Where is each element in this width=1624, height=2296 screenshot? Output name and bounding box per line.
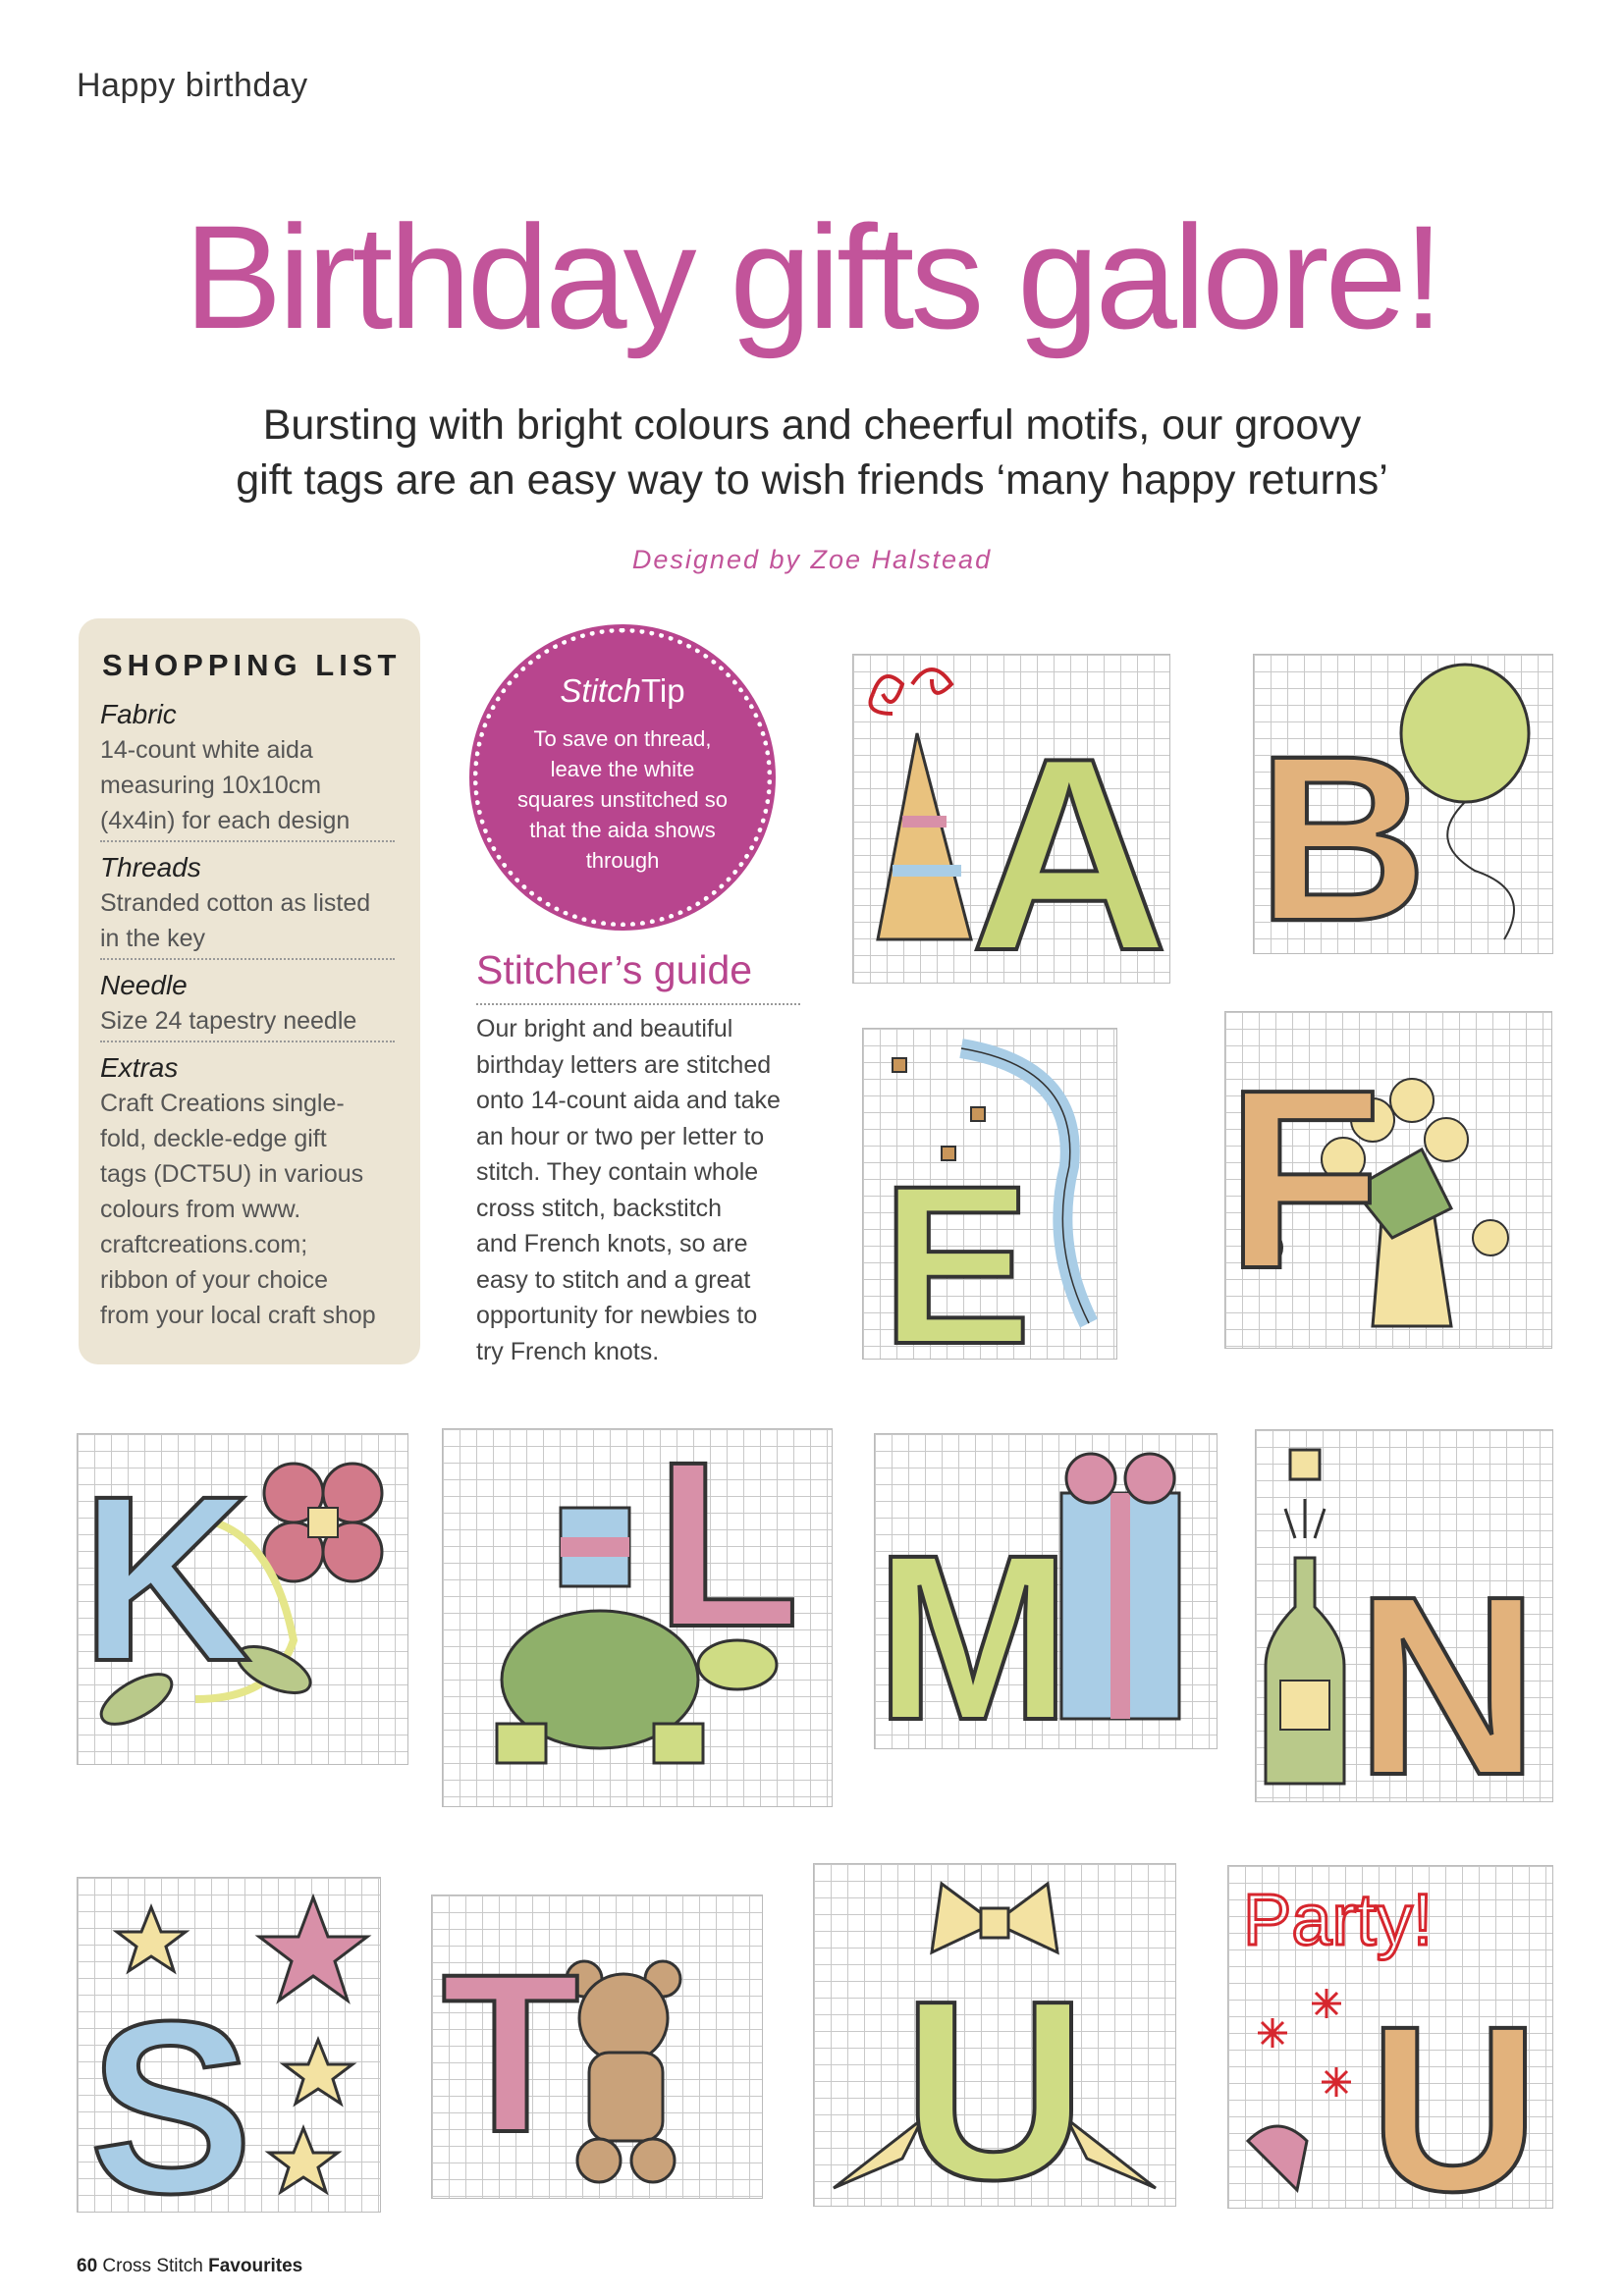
chart-art [875, 1434, 1217, 1748]
section-text [100, 1086, 395, 1335]
section-tag: Happy birthday [77, 67, 308, 104]
guide-line: an hour or two per letter to [476, 1122, 765, 1150]
text-line: ribbon of your choice [100, 1266, 329, 1294]
section-heading: Fabric [100, 699, 177, 729]
guide-line: onto 14-count aida and take [476, 1087, 781, 1114]
chart-letter-k [77, 1433, 408, 1765]
text-line: from your local craft shop [100, 1302, 376, 1329]
shopping-list-heading: SHOPPING LIST [102, 648, 402, 682]
page-title: Birthday gifts galore! [184, 194, 1440, 359]
chart-glyph: U [902, 1949, 1087, 2206]
stitch-tip-label [478, 672, 767, 710]
chart-art [1254, 655, 1552, 953]
section-heading: Extras [100, 1052, 179, 1083]
chart-glyph: U [1369, 1977, 1540, 2208]
text-line: tags (DCT5U) in various [100, 1160, 364, 1188]
guide-line: and French knots, so are [476, 1230, 748, 1257]
intro-line-1: Bursting with bright colours and cheerful motifs, our groovy [262, 401, 1362, 449]
chart-art [443, 1429, 832, 1806]
shopping-list [79, 618, 420, 1364]
stitch-tip-text [506, 723, 739, 876]
stitchers-guide-heading: Stitcher’s guide [476, 947, 753, 992]
chart-glyph: S [88, 1970, 253, 2212]
chart-glyph: F [1225, 1038, 1382, 1322]
chart-caption: Party! [1243, 1879, 1434, 1960]
chart-art [78, 1878, 380, 2212]
stitchers-guide-text [476, 1011, 810, 1369]
guide-line: opportunity for newbies to [476, 1302, 758, 1329]
designer-credit: Designed by Zoe Halstead [631, 545, 993, 574]
chart-letter-s [77, 1877, 381, 2213]
guide-line: try French knots. [476, 1337, 660, 1365]
tip-line: that the aida shows [529, 818, 716, 842]
chart-letter-u-bow [813, 1863, 1176, 2207]
text-line: Size 24 tapestry needle [100, 1007, 357, 1035]
chart-glyph: K [81, 1447, 251, 1710]
stitch-tip-label-bold: Tip [640, 672, 685, 709]
text-line: (4x4in) for each design [100, 807, 351, 834]
chart-letter-n [1255, 1429, 1553, 1802]
text-line: 14-count white aida [100, 736, 313, 764]
chart-letter-l [442, 1428, 833, 1807]
text-line: Stranded cotton as listed [100, 889, 371, 917]
chart-art [1256, 1430, 1552, 1801]
chart-art [814, 1864, 1175, 2206]
chart-art [432, 1896, 762, 2198]
chart-glyph: N [1355, 1544, 1540, 1801]
chart-art [863, 1029, 1116, 1359]
chart-glyph: M [875, 1506, 1071, 1748]
shopping-section-fabric [100, 697, 395, 842]
text-line: colours from www. [100, 1196, 301, 1223]
chart-letter-u-party [1227, 1865, 1553, 2209]
chart-glyph: T [441, 1927, 580, 2179]
chart-letter-e [862, 1028, 1117, 1360]
section-text [100, 885, 395, 960]
intro-line-2: gift tags are an easy way to wish friends ‘many happy returns’ [236, 456, 1388, 504]
guide-line: stitch. They contain whole [476, 1158, 759, 1186]
chart-art [853, 655, 1169, 983]
chart-glyph: E [881, 1139, 1032, 1359]
chart-letter-t [431, 1895, 763, 2199]
stitch-tip-badge [473, 628, 772, 927]
chart-letter-a [852, 654, 1170, 984]
section-heading: Needle [100, 970, 188, 1000]
chart-letter-f [1224, 1011, 1552, 1349]
chart-art [1225, 1012, 1551, 1348]
stitch-tip-label-italic: Stitch [560, 672, 641, 709]
page-number: 60 [77, 2256, 98, 2276]
chart-glyph: L [655, 1429, 800, 1676]
shopping-section-needle [100, 968, 395, 1042]
chart-art [1228, 1866, 1552, 2208]
guide-line: Our bright and beautiful [476, 1015, 733, 1042]
guide-line: cross stitch, backstitch [476, 1194, 723, 1222]
intro-text [196, 398, 1428, 507]
tip-line: leave the white [550, 757, 695, 781]
section-text [100, 1003, 395, 1042]
section-heading: Threads [100, 852, 201, 882]
tip-line: To save on thread, [533, 726, 712, 751]
chart-letter-b [1253, 654, 1553, 954]
chart-glyph: B [1257, 707, 1428, 953]
text-line: Craft Creations single- [100, 1090, 345, 1117]
shopping-section-threads [100, 850, 395, 960]
text-line: fold, deckle-edge gift [100, 1125, 327, 1152]
magazine-name: Cross Stitch [102, 2256, 203, 2276]
text-line: craftcreations.com; [100, 1231, 308, 1258]
chart-glyph: A [969, 702, 1169, 983]
guide-line: birthday letters are stitched [476, 1050, 772, 1079]
tip-line: squares unstitched so [516, 787, 729, 812]
tip-line: through [585, 848, 660, 873]
chart-letter-m [874, 1433, 1218, 1749]
section-text [100, 732, 395, 842]
chart-art [78, 1434, 407, 1764]
guide-line: easy to stitch and a great [476, 1265, 751, 1294]
text-line: in the key [100, 925, 206, 952]
page-footer [77, 2256, 302, 2277]
magazine-name-bold: Favourites [208, 2256, 303, 2276]
text-line: measuring 10x10cm [100, 772, 322, 799]
shopping-section-extras [100, 1050, 395, 1335]
divider [476, 1003, 800, 1005]
